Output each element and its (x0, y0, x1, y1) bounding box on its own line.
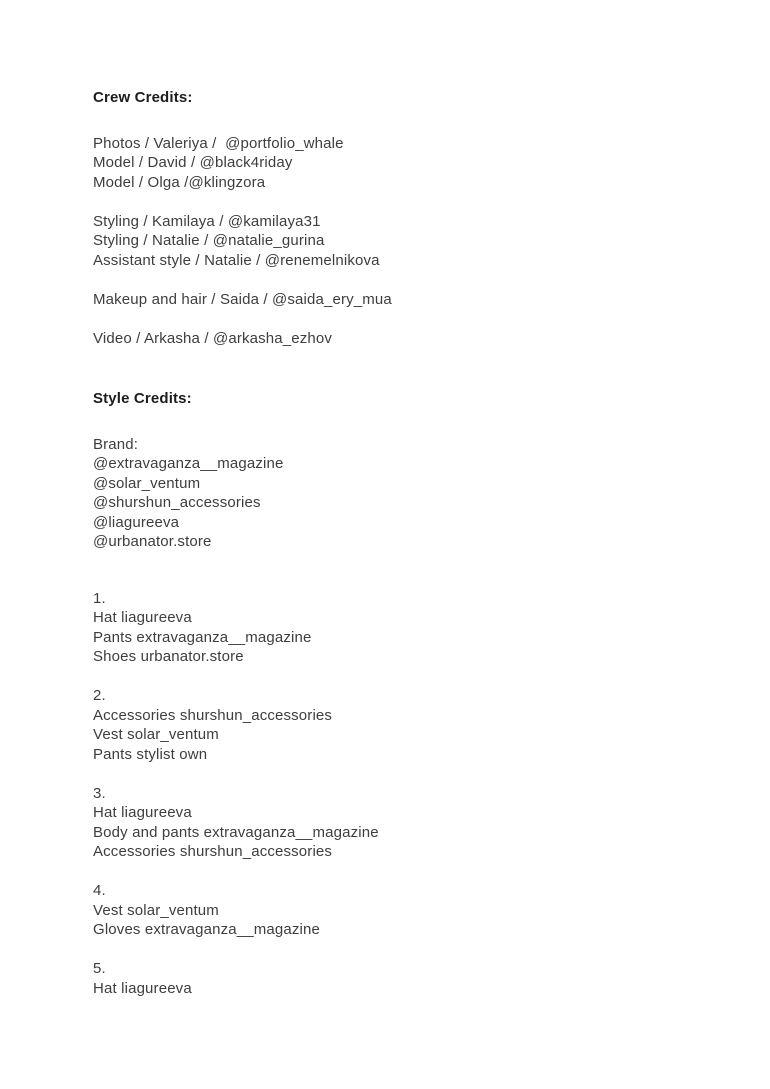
credit-line: Assistant style / Natalie / @renemelnikova (93, 251, 380, 269)
brand-handle: @liagureeva (93, 513, 180, 531)
look-5 (93, 959, 730, 998)
look-2 (93, 686, 730, 764)
brand-list (93, 435, 730, 552)
brand-handle: @shurshun_accessories (93, 494, 261, 511)
style-credits-heading: Style Credits: (93, 390, 192, 407)
look-number: 4. (93, 882, 106, 899)
look-number: 2. (93, 687, 106, 704)
brand-handle: @extravaganza__magazine (93, 455, 284, 472)
brand-handle: @urbanator.store (93, 533, 212, 550)
brand-label: Brand: (93, 435, 139, 453)
look-1 (93, 589, 730, 667)
crew-group-styling (93, 212, 730, 271)
credit-line: Video / Arkasha / @arkasha_ezhov (93, 329, 333, 347)
look-number: 1. (93, 589, 106, 607)
style-credits-section (93, 389, 730, 998)
credit-line: Makeup and hair / Saida / @saida_ery_mua (93, 290, 392, 308)
crew-group-photos-models (93, 134, 730, 193)
look-number: 5. (93, 960, 106, 977)
look-item: Pants stylist own (93, 745, 208, 763)
look-item: Hat liagureeva (93, 804, 192, 821)
crew-credits-heading: Crew Credits: (93, 89, 193, 106)
credit-line: Styling / Kamilaya / @kamilaya31 (93, 212, 321, 230)
credit-line: Photos / Valeriya / @portfolio_whale (93, 134, 344, 152)
crew-credits-section (93, 88, 730, 348)
look-item: Shoes urbanator.store (93, 648, 244, 665)
look-item: Pants extravaganza__magazine (93, 628, 312, 646)
look-item: Accessories shurshun_accessories (93, 706, 333, 724)
brand-handle: @solar_ventum (93, 474, 201, 492)
look-number: 3. (93, 784, 106, 802)
crew-group-video (93, 329, 730, 349)
look-item: Hat liagureeva (93, 609, 192, 626)
look-item: Accessories shurshun_accessories (93, 843, 333, 860)
look-item: Body and pants extravaganza__magazine (93, 823, 379, 841)
credit-line: Model / David / @black4riday (93, 154, 293, 171)
look-item: Hat liagureeva (93, 979, 192, 997)
credit-line: Model / Olga /@klingzora (93, 173, 266, 191)
look-3 (93, 784, 730, 862)
look-item: Vest solar_ventum (93, 726, 219, 743)
look-4 (93, 881, 730, 940)
crew-group-makeup (93, 290, 730, 310)
look-item: Gloves extravaganza__magazine (93, 921, 320, 938)
credit-line: Styling / Natalie / @natalie_gurina (93, 232, 325, 249)
look-item: Vest solar_ventum (93, 901, 219, 919)
